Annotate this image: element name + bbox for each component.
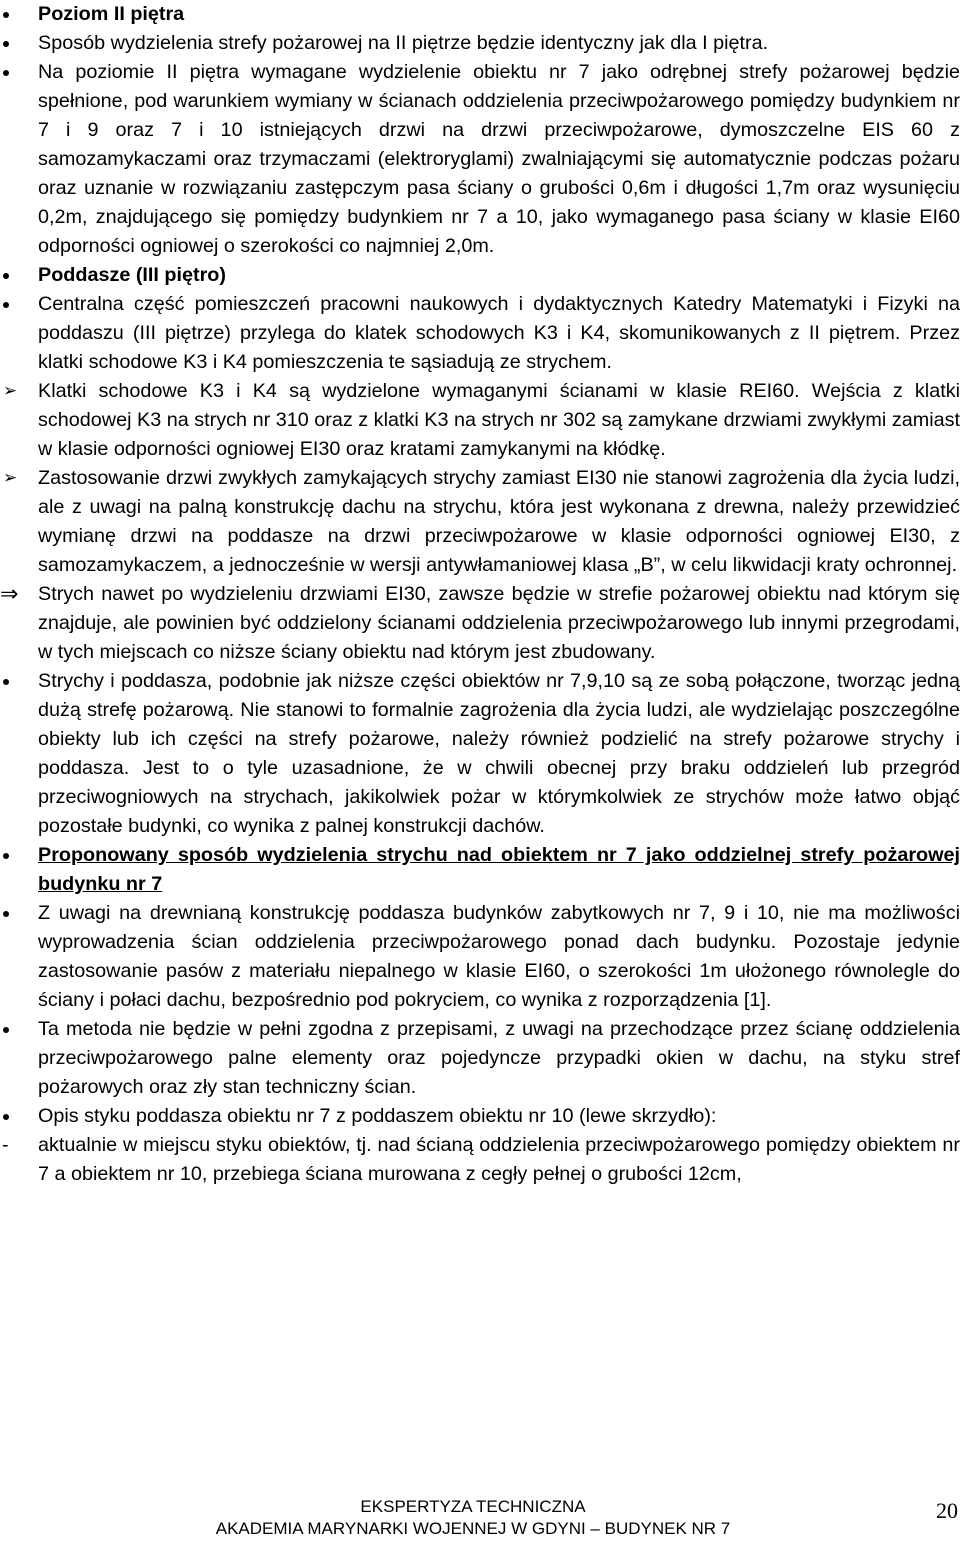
bullet-icon	[0, 290, 32, 319]
list-item	[0, 377, 960, 464]
bullet-icon	[0, 899, 32, 928]
paragraph-text: Opis styku poddasza obiektu nr 7 z poddaszem obiektu nr 10 (lewe skrzydło):	[38, 1105, 717, 1127]
bullet-icon	[0, 667, 32, 696]
paragraph-text: Strychy i poddasza, podobnie jak niższe części obiektów nr 7,9,10 są ze sobą połączone, tworząc jedną dużą strefę pożarową. Nie stanowi to formalnie zagrożenia dla życia ludzi, ale wydzielając poszczególne obiekty lub ich części na strefy pożarowe, należy również podzielić na strefy pożarowe strychy i poddasza. Jest to o tyle uzasadnione, że w chwili obecnej przy braku oddzieleń lub przegród przeciwogniowych na strychach, jakikolwiek pożar w którymkolwiek ze strychów może łatwo objąć pozostałe budynki, co wynika z palnej konstrukcji dachów.	[38, 670, 960, 837]
footer-subtitle: AKADEMIA MARYNARKI WOJENNEJ W GDYNI – BUDYNEK NR 7	[215, 1519, 731, 1538]
list-item	[0, 261, 960, 290]
paragraph-text: aktualnie w miejscu styku obiektów, tj. nad ścianą oddzielenia przeciwpożarowego pomiędzy obiektem nr 7 a obiektem nr 10, przebiega ściana murowana z cegły pełnej o grubości 12cm,	[38, 1134, 960, 1185]
bullet-icon	[0, 261, 32, 290]
list-item	[0, 0, 960, 29]
page-footer	[0, 1497, 960, 1542]
list-item	[0, 667, 960, 841]
list-item	[0, 58, 960, 261]
list-item	[0, 290, 960, 377]
footer-title: EKSPERTYZA TECHNICZNA	[360, 1497, 586, 1516]
paragraph-text: Proponowany sposób wydzielenia strychu nad obiektem nr 7 jako oddzielnej strefy pożarowej budynku nr 7	[38, 844, 960, 895]
list-item	[0, 1131, 960, 1189]
paragraph-text: Z uwagi na drewnianą konstrukcję poddasza budynków zabytkowych nr 7, 9 i 10, nie ma możliwości wyprowadzenia ścian oddzielenia przeciwpożarowego ponad dach budynku. Pozostaje jedynie zastosowanie pasów z materiału niepalnego w klasie EI60, o szerokości 1m ułożonego równolegle do ściany i połaci dachu, bezpośrednio pod pokryciem, co wynika z rozporządzenia [1].	[38, 902, 960, 1011]
list-item	[0, 1102, 960, 1131]
list-item	[0, 580, 960, 667]
paragraph-text: Na poziomie II piętra wymagane wydzielenie obiektu nr 7 jako odrębnej strefy pożarowej będzie spełnione, pod warunkiem wymiany w ścianach oddzielenia przeciwpożarowego pomiędzy budynkiem nr 7 i 9 oraz 7 i 10 istniejących drzwi na drzwi przeciwpożarowe, dymoszczelne EIS 60 z samozamykaczami oraz trzymaczami (elektroryglami) zwalniającymi się automatycznie podczas pożaru oraz uznanie w rozwiązaniu zastępczym pasa ściany o grubości 0,6m i długości 1,7m oraz wysunięciu 0,2m, znajdującego się pomiędzy budynkiem nr 7 a 10, jako wymaganego pasa ściany w klasie EI60 odporności ogniowej o szerokości co najmniej 2,0m.	[38, 61, 960, 257]
bullet-icon	[0, 58, 32, 87]
paragraph-text: Centralna część pomieszczeń pracowni naukowych i dydaktycznych Katedry Matematyki i Fizyki na poddaszu (III piętrze) przylega do klatek schodowych K3 i K4, skomunikowanych z II piętrem. Przez klatki schodowe K3 i K4 pomieszczenia te sąsiadują ze strychem.	[38, 293, 960, 373]
paragraph-text: Poziom II piętra	[38, 3, 185, 25]
paragraph-text: Sposób wydzielenia strefy pożarowej na II piętrze będzie identyczny jak dla I piętra.	[38, 32, 769, 54]
list-item	[0, 464, 960, 580]
bullet-icon	[0, 841, 32, 870]
dash-marker: -	[2, 1134, 9, 1156]
bullet-icon	[0, 29, 32, 58]
list-item	[0, 29, 960, 58]
list-item	[0, 841, 960, 899]
page-number: 20	[936, 1498, 958, 1523]
list-item	[0, 899, 960, 1015]
chevron-right-icon: ➢	[3, 468, 18, 488]
paragraph-text: Poddasze (III piętro)	[38, 264, 226, 286]
paragraph-text: Klatki schodowe K3 i K4 są wydzielone wymaganymi ścianami w klasie REI60. Wejścia z klatki schodowej K3 na strych nr 310 oraz z klatki K3 na strych nr 302 są zamykane drzwiami zwykłymi zamiast w klasie odporności ogniowej EI30 oraz kratami zamykanymi na kłódkę.	[38, 380, 960, 460]
list-item	[0, 1015, 960, 1102]
bullet-icon	[0, 1102, 32, 1131]
bullet-icon	[0, 0, 32, 29]
double-arrow-right-icon: ⇒	[0, 582, 19, 607]
paragraph-text: Ta metoda nie będzie w pełni zgodna z przepisami, z uwagi na przechodzące przez ścianę oddzielenia przeciwpożarowego palne elementy oraz pojedyncze przypadki okien w dachu, na styku stref pożarowych oraz zły stan techniczny ścian.	[38, 1018, 960, 1098]
bullet-icon	[0, 1015, 32, 1044]
paragraph-text: Zastosowanie drzwi zwykłych zamykających strychy zamiast EI30 nie stanowi zagrożenia dla życia ludzi, ale z uwagi na palną konstrukcję dachu na strychu, która jest wykonana z drewna, należy przewidzieć wymianę drzwi na poddasze na drzwi przeciwpożarowe w klasie odporności ogniowej EI30, z samozamykaczem, a jednocześnie w wersji antywłamaniowej klasa „B”, w celu likwidacji kraty ochronnej.	[38, 467, 960, 576]
chevron-right-icon: ➢	[3, 381, 18, 401]
paragraph-text: Strych nawet po wydzieleniu drzwiami EI30, zawsze będzie w strefie pożarowej obiektu nad którym się znajduje, ale powinien być oddzielony ścianami oddzielenia przeciwpożarowego lub innymi przegrodami, w tych miejscach co niższe ściany obiektu nad którym jest zbudowany.	[38, 583, 960, 663]
